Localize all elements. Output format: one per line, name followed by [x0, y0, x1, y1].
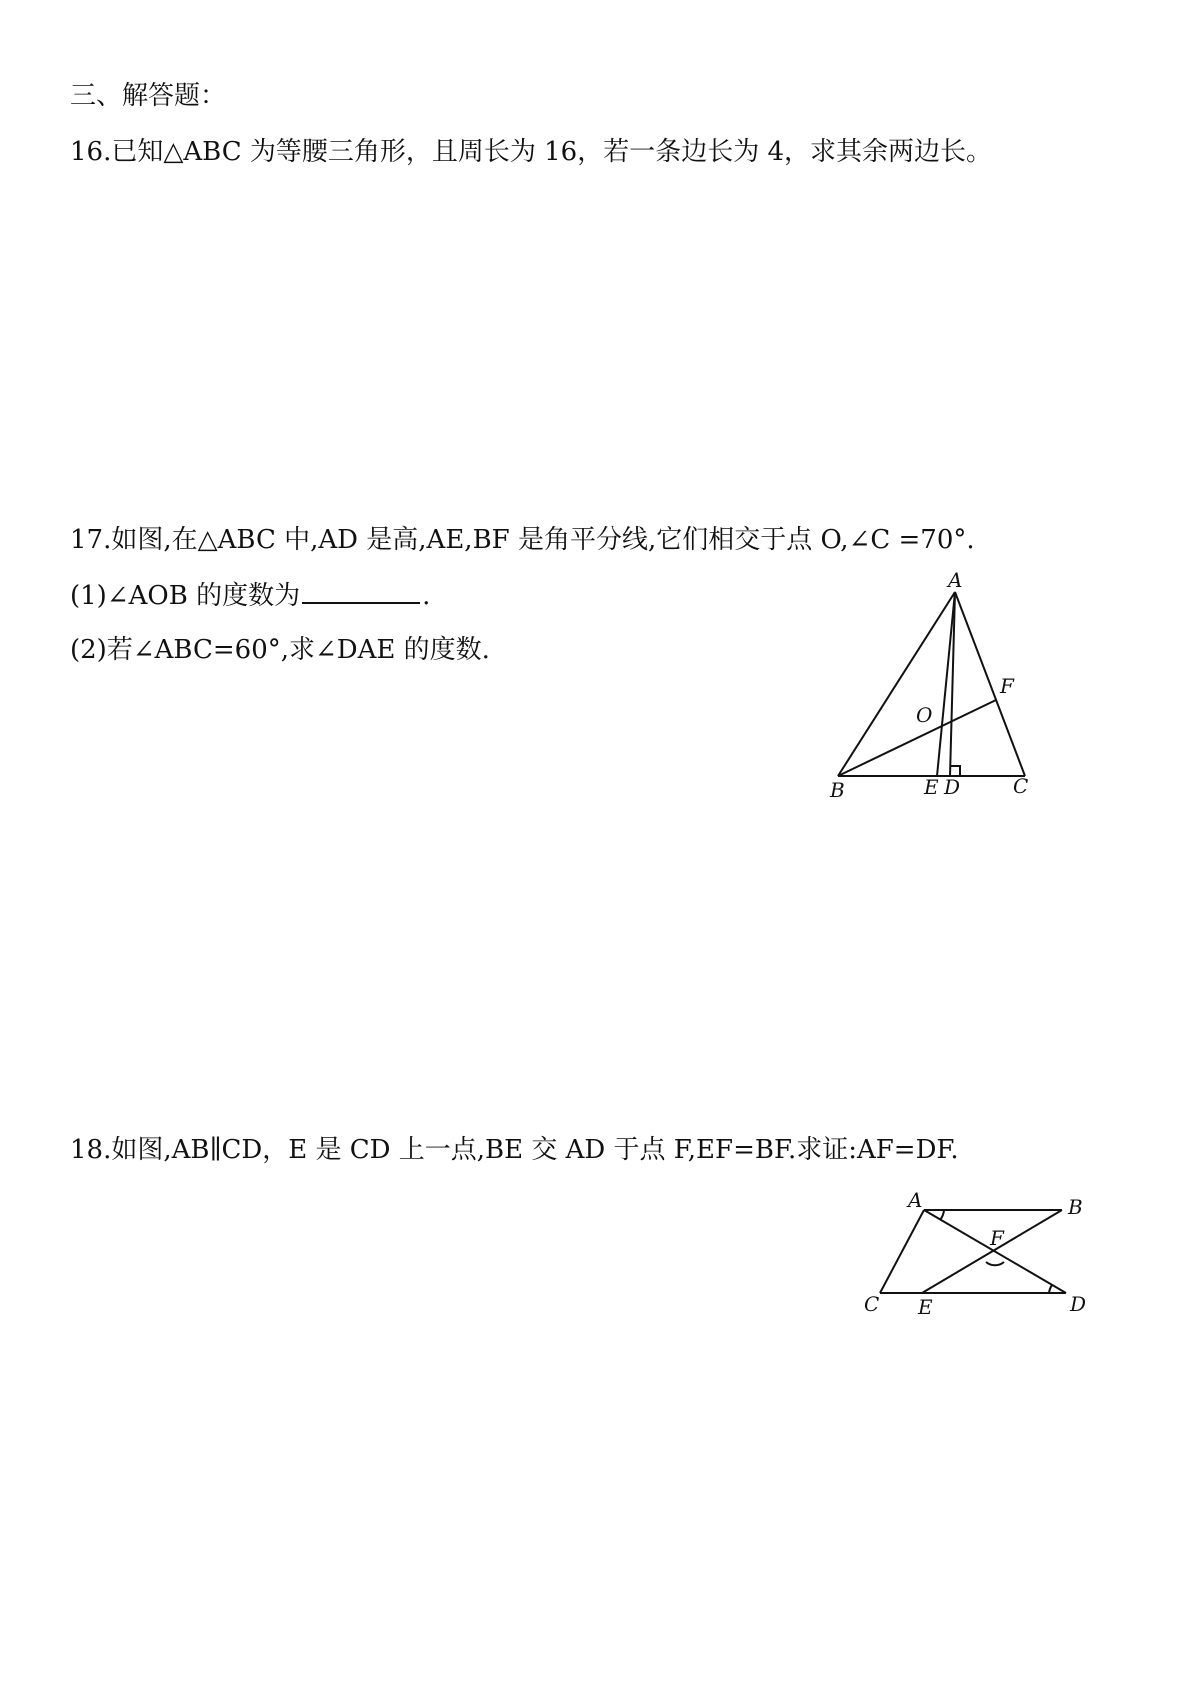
question-17-part-1-text: (1)∠AOB 的度数为 [70, 581, 301, 611]
angle-mark-F [986, 1262, 1004, 1265]
question-17-part-1 [70, 576, 430, 614]
label-B: B [1068, 1195, 1083, 1219]
parallel-figure-q18 [860, 1190, 1120, 1320]
label-O: O [916, 703, 933, 727]
question-16: 16.已知△ABC 为等腰三角形，且周长为 16，若一条边长为 4，求其余两边长。 [70, 137, 993, 167]
question-17-part-2: (2)若∠ABC=60°,求∠DAE 的度数. [70, 635, 490, 665]
segment-AC [955, 592, 1025, 776]
section-heading: 三、解答题： [70, 81, 227, 111]
question-18: 18.如图,AB∥CD，E 是 CD 上一点,BE 交 AD 于点 F,EF=BF.求证:AF=DF. [70, 1135, 959, 1165]
label-C: C [1013, 774, 1029, 798]
question-17: 17.如图,在△ABC 中,AD 是高,AE,BF 是角平分线,它们相交于点 O,∠C =70°. [70, 525, 975, 555]
segment-BE [922, 1210, 1062, 1293]
label-C: C [864, 1292, 880, 1316]
triangle-figure-q17 [820, 565, 1060, 805]
label-A: A [908, 1188, 923, 1212]
label-E: E [918, 1295, 933, 1319]
label-A: A [948, 568, 963, 592]
label-F: F [1000, 674, 1014, 698]
segment-AD [924, 1210, 1066, 1293]
label-D: D [1070, 1292, 1087, 1316]
label-E: E [924, 775, 939, 799]
label-B: B [830, 778, 845, 802]
label-D: D [944, 775, 961, 799]
answer-blank[interactable] [302, 576, 420, 604]
segment-AC [880, 1210, 924, 1293]
label-F: F [990, 1226, 1004, 1250]
question-17-part-1-end: . [422, 581, 431, 611]
angle-mark-A [940, 1210, 944, 1220]
angle-mark-D [1049, 1285, 1052, 1293]
